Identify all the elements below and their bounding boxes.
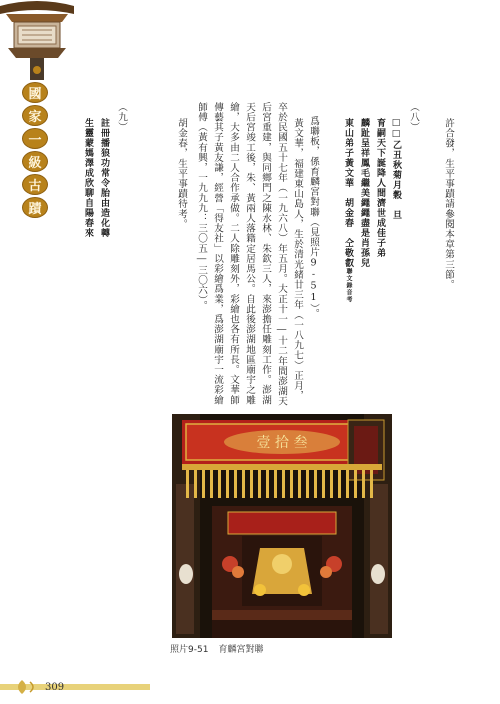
title-char: 一	[22, 128, 48, 149]
paragraph-column: 卒於民國五十七年（一九六八）年五月。大正十一―十二年間澎湖天	[276, 102, 287, 407]
paragraph-column: 傳藝其子黃友謙，經營「得友社」以彩繪爲業，爲澎湖廟宇一流彩繪	[212, 102, 223, 405]
paragraph-column: 繪，大多由二人合作承做。二人除雕刻外，彩繪也各有所長。文華師	[228, 102, 239, 405]
page-number-ornament-icon	[0, 676, 160, 698]
inscription-date-line: □□乙丑秋菊月穀 旦	[391, 118, 401, 220]
couplet-line-2: 麟趾呈祥鳳毛繼美繩繩盡是肖孫兒	[359, 118, 369, 268]
photo-caption	[170, 642, 263, 655]
title-char: 國	[22, 82, 48, 103]
title-char: 古	[22, 174, 48, 195]
paragraph-column: 胡金春，生平事蹟待考。	[176, 118, 187, 230]
inscription-signature-line	[340, 118, 356, 303]
title-char: 蹟	[22, 197, 48, 218]
photo-title: 育麟宮對聯	[218, 645, 264, 655]
pavilion-ornament-icon	[0, 0, 74, 82]
paragraph-column: 后宮重建，與同鄉門之陳水林、朱欽三人，來澎擔任雕刻工作。澎湖	[260, 102, 271, 405]
title-char: 家	[22, 105, 48, 126]
couplet-line-3: 註冊播狼功常令胎由造化轉	[99, 118, 109, 238]
signature-text: 東山弟子黃文華 胡金春 仝敬叡	[343, 118, 353, 268]
paragraph-column: 許合發，生平事蹟請參閱本章第三節。	[443, 118, 454, 290]
paragraph-column: 師傅（黃有興，一九九九：三〇五―三〇六）。	[196, 102, 207, 311]
section-marker-9: （九）	[116, 102, 127, 133]
paragraph-column: 天后宮竣工後，朱、黃兩人落籍定居馬公。自此後澎湖地區廟宇之雕	[244, 102, 255, 405]
photo-label: 照片9-51	[170, 645, 209, 655]
signature-note: 聯文錄音考	[345, 268, 352, 303]
couplet-line-1: 育嗣天下誕降人間濟世成佳子弟	[375, 118, 385, 258]
book-title-vertical	[22, 82, 48, 217]
paragraph-column: 黃文華，福建東山島人，生於清光緒廿三年（一八九七）正月，	[292, 118, 303, 401]
svg-text:壹 拾 叁: 壹 拾 叁	[256, 435, 308, 451]
couplet-line-4: 生靈蒙媽澤成欣聊自陽春來	[83, 118, 93, 238]
title-char: 級	[22, 151, 48, 172]
temple-altar-image	[172, 414, 392, 638]
page-number: 309	[45, 682, 65, 693]
temple-couplet-photo	[172, 414, 392, 638]
section-marker-8: （八）	[408, 102, 419, 133]
paragraph-column: 爲聯板，係育麟宮對聯（見照片9-51）。	[308, 116, 319, 319]
